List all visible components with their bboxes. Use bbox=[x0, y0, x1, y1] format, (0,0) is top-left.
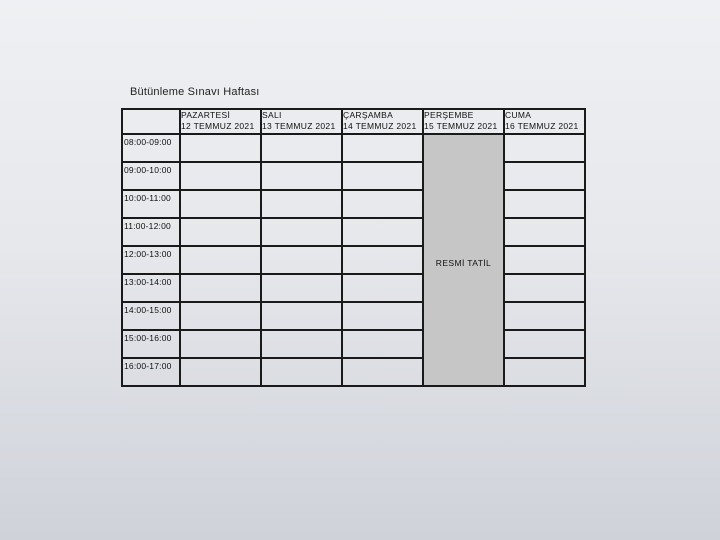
schedule-cell bbox=[180, 218, 261, 246]
schedule-cell bbox=[504, 218, 585, 246]
schedule-cell bbox=[180, 162, 261, 190]
schedule-cell bbox=[261, 218, 342, 246]
time-slot-label: 16:00-17:00 bbox=[122, 358, 180, 386]
schedule-cell bbox=[504, 162, 585, 190]
time-slot-label: 10:00-11:00 bbox=[122, 190, 180, 218]
day-header-tuesday bbox=[261, 109, 342, 134]
table-row bbox=[122, 330, 585, 358]
schedule-cell bbox=[342, 330, 423, 358]
schedule-cell bbox=[342, 134, 423, 162]
table-row bbox=[122, 302, 585, 330]
schedule-cell bbox=[180, 134, 261, 162]
schedule-cell bbox=[261, 246, 342, 274]
schedule-cell bbox=[261, 134, 342, 162]
schedule-cell bbox=[342, 302, 423, 330]
schedule-cell bbox=[342, 358, 423, 386]
schedule-cell bbox=[180, 274, 261, 302]
schedule-cell bbox=[261, 274, 342, 302]
table-row bbox=[122, 358, 585, 386]
schedule-cell bbox=[342, 218, 423, 246]
time-slot-label: 09:00-10:00 bbox=[122, 162, 180, 190]
day-date: 16 TEMMUZ 2021 bbox=[505, 121, 579, 131]
time-slot-label: 15:00-16:00 bbox=[122, 330, 180, 358]
schedule-cell bbox=[504, 134, 585, 162]
table-row bbox=[122, 274, 585, 302]
schedule-cell bbox=[180, 330, 261, 358]
schedule-cell bbox=[180, 302, 261, 330]
table-row bbox=[122, 134, 585, 162]
day-header-friday bbox=[504, 109, 585, 134]
day-header-monday bbox=[180, 109, 261, 134]
schedule-cell bbox=[180, 246, 261, 274]
time-slot-label: 11:00-12:00 bbox=[122, 218, 180, 246]
page-title: Bütünleme Sınavı Haftası bbox=[130, 86, 260, 98]
schedule-cell bbox=[342, 246, 423, 274]
table-row bbox=[122, 190, 585, 218]
schedule-cell bbox=[504, 274, 585, 302]
schedule-cell bbox=[261, 190, 342, 218]
time-slot-label: 14:00-15:00 bbox=[122, 302, 180, 330]
schedule-cell bbox=[504, 358, 585, 386]
schedule-cell bbox=[180, 358, 261, 386]
time-slot-label: 13:00-14:00 bbox=[122, 274, 180, 302]
schedule-cell bbox=[261, 330, 342, 358]
day-date: 12 TEMMUZ 2021 bbox=[181, 121, 255, 131]
header-row bbox=[122, 109, 585, 134]
day-header-thursday bbox=[423, 109, 504, 134]
day-date: 15 TEMMUZ 2021 bbox=[424, 121, 498, 131]
schedule-cell bbox=[180, 190, 261, 218]
table-row bbox=[122, 246, 585, 274]
schedule-cell bbox=[504, 246, 585, 274]
day-name: CUMA bbox=[505, 110, 532, 120]
table-row bbox=[122, 162, 585, 190]
day-name: PAZARTESİ bbox=[181, 110, 231, 120]
schedule-cell bbox=[261, 162, 342, 190]
schedule-cell bbox=[504, 190, 585, 218]
corner-cell bbox=[122, 109, 180, 134]
day-date: 14 TEMMUZ 2021 bbox=[343, 121, 417, 131]
schedule-cell bbox=[342, 162, 423, 190]
day-name: ÇARŞAMBA bbox=[343, 110, 394, 120]
day-name: PERŞEMBE bbox=[424, 110, 474, 120]
schedule-cell bbox=[261, 302, 342, 330]
schedule-cell bbox=[342, 274, 423, 302]
schedule-cell bbox=[342, 190, 423, 218]
schedule-cell bbox=[504, 330, 585, 358]
day-date: 13 TEMMUZ 2021 bbox=[262, 121, 336, 131]
day-header-wednesday bbox=[342, 109, 423, 134]
schedule-cell bbox=[504, 302, 585, 330]
exam-schedule-table bbox=[121, 108, 586, 387]
schedule-cell bbox=[261, 358, 342, 386]
time-slot-label: 12:00-13:00 bbox=[122, 246, 180, 274]
holiday-cell: RESMİ TATİL bbox=[423, 134, 504, 386]
table-row bbox=[122, 218, 585, 246]
time-slot-label: 08:00-09:00 bbox=[122, 134, 180, 162]
day-name: SALI bbox=[262, 110, 282, 120]
